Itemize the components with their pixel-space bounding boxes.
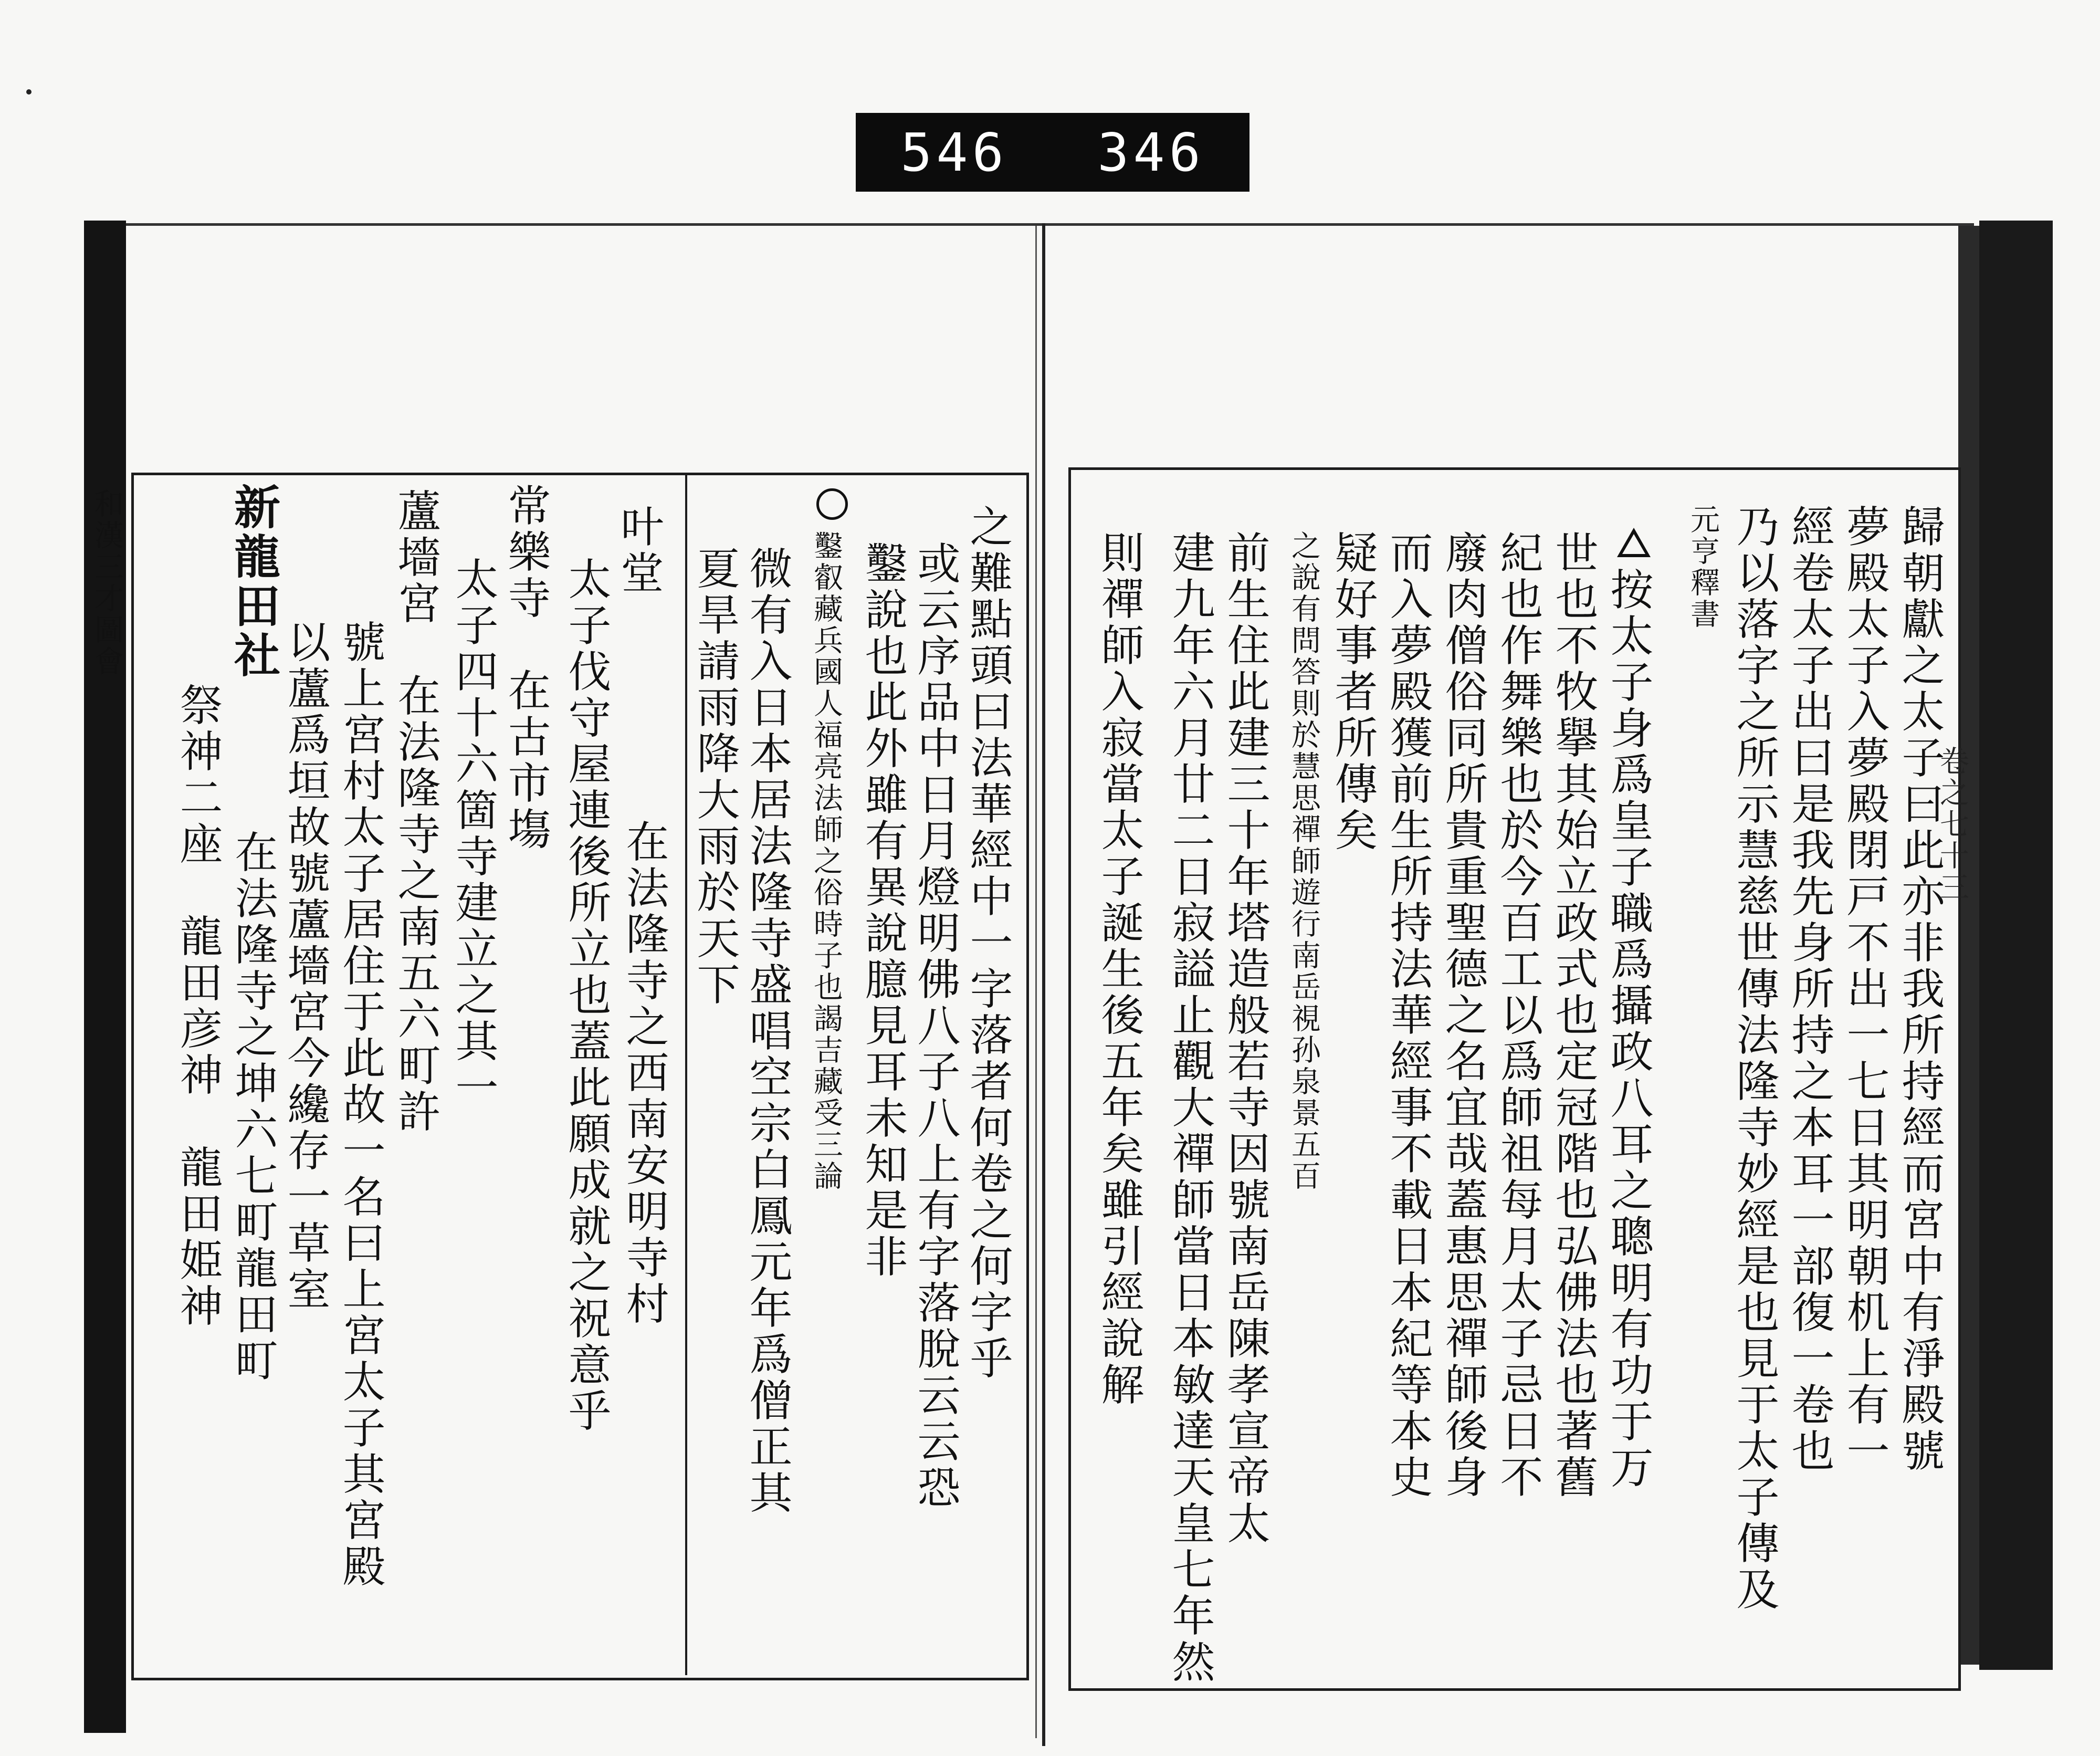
top-page-edge	[126, 223, 1974, 226]
left-col-9: 叶堂	[614, 504, 664, 597]
right-col-10: 而入夢殿獲前生所持法華經事不載日本紀等本史	[1383, 530, 1433, 1501]
left-col-4: 以蘆爲垣故號蘆墻宮今纔存一草室	[280, 620, 330, 1313]
left-col-10: 太子伐守屋連後所立也蓋此願成就之祝意乎	[561, 557, 611, 1435]
right-col-4: 乃以落字之所示慧慈世傳法隆寺妙經是也見于太子傳及	[1729, 504, 1779, 1613]
right-col-15: 則禪師入寂當太子誕生後五年矣雖引經說解	[1094, 530, 1144, 1408]
right-col-11: 疑好事者所傳矣	[1328, 530, 1378, 854]
right-col-3: 經卷太子出曰是我先身所持之本耳一部復一卷也	[1784, 504, 1834, 1475]
page-number-plate	[856, 113, 1250, 192]
right-col-6: 按太子身爲皇子職爲攝政八耳之聰明有功于万	[1603, 567, 1653, 1491]
left-col-2: 祭神二座 龍田彦神 龍田姫神	[173, 683, 223, 1330]
right-col-14: 建九年六月廿二日寂謚止觀大禪師當日本敏達天皇七年然	[1165, 530, 1215, 1686]
left-margin-label: 和漢三才圖會	[90, 488, 124, 677]
left-section-divider	[685, 473, 687, 1675]
right-col-13: 前生住此建三十年塔造般若寺因號南岳陳孝宣帝太	[1220, 530, 1270, 1547]
left-col-3: 在法隆寺之坤六七町龍田町	[228, 830, 278, 1384]
section-circle-mark	[816, 488, 848, 520]
left-col-13: 微有入日本居法隆寺盛唱空宗白鳳元年爲僧正其	[742, 546, 792, 1517]
right-book-edge-inner	[1958, 226, 1979, 1665]
right-col-8: 紀也作舞樂也於今百工以爲師祖每月太子忌日不	[1493, 530, 1543, 1501]
left-col-16: 或云序品中日月燈明佛八子八上有字落脫云云恐	[910, 541, 960, 1511]
scan-speck	[26, 89, 32, 95]
section-triangle-mark	[1617, 528, 1651, 557]
right-col-2: 夢殿太子入夢殿閉戸不出一七日其明朝机上有一	[1840, 504, 1889, 1475]
page-number-right: 346	[1097, 121, 1205, 183]
left-col-14: 鑿叡藏兵國人福亮法師之俗時子也謁吉藏受三論	[809, 530, 843, 1192]
left-col-1: 新龍田社	[227, 483, 281, 681]
left-col-15: 鑿說也此外雖有異說臆見耳未知是非	[858, 541, 908, 1280]
right-book-edge	[1979, 221, 2053, 1670]
right-col-5: 元亨釋書	[1686, 504, 1720, 630]
right-col-7: 世也不牧擧其始立政式也定冠階也弘佛法也著舊	[1548, 530, 1598, 1501]
right-margin-label: 卷之七十三	[1935, 746, 1969, 903]
left-book-edge	[84, 221, 126, 1733]
book-gutter-shadow	[1035, 226, 1037, 1738]
page-number-left: 546	[900, 121, 1008, 183]
right-col-12: 之說有問答則於慧思禪師遊行南岳視孙泉景五百	[1287, 530, 1321, 1192]
left-col-12: 夏旱請雨降大雨於天下	[690, 546, 740, 1008]
left-col-6: 蘆墻宮 在法隆寺之南五六町許	[391, 488, 440, 1135]
book-gutter	[1042, 223, 1045, 1746]
left-col-8: 太子四十六箇寺建立之其一	[448, 557, 498, 1111]
left-col-5: 號上宮村太子居住于此故一名曰上宮太子其宮殿	[335, 620, 385, 1590]
left-col-17: 之難點頭曰法華經中一字落者何卷之何字乎	[963, 504, 1013, 1382]
left-col-11: 在法隆寺之西南安明寺村	[619, 819, 669, 1328]
right-col-1: 歸朝獻之太子曰此亦非我所持經而宮中有淨殿號	[1895, 504, 1945, 1475]
left-col-7: 常樂寺 在古市塲	[501, 483, 551, 853]
right-col-9: 廢肉僧俗同所貴重聖德之名宜哉蓋惠思禪師後身	[1438, 530, 1488, 1501]
